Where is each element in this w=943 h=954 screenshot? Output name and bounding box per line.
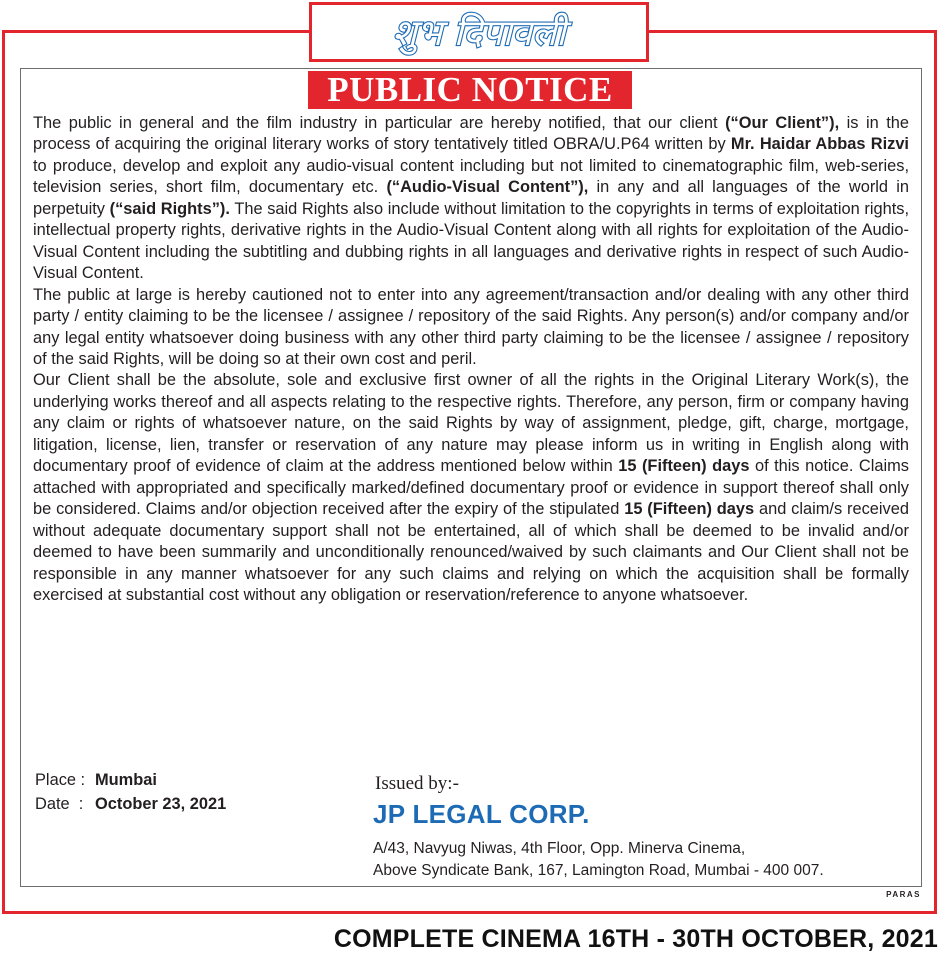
firm-address (373, 838, 824, 882)
place-date-block (35, 768, 226, 816)
text-run: The public at large is hereby cautioned not to enter into any agreement/transaction and/or dealing with any other third party / entity claiming to be the licensee / assignee / repository of the said Rights. Any person(s) and/or company and/or any legal entity whatsoever doing business with any other third party claiming to be the licensee / assignee / repository of the said Rights, will be doing so at their own cost and peril. (33, 285, 909, 368)
notice-paragraph-3 (33, 370, 909, 606)
date-value: October 23, 2021 (95, 795, 227, 813)
text-run: of this notice. Claims attached with appropriated and specifically marked/defined documentary proof or evidence in support thereof shall only be considered. Claims and/or objection received after the expiry of the stipulated (33, 457, 909, 519)
notice-paragraph-1 (33, 113, 909, 285)
text-run: in any and all languages of the world in perpetuity (33, 178, 909, 218)
place-label: Place : (35, 771, 86, 789)
publication-footer: COMPLETE CINEMA 16TH - 30TH OCTOBER, 2021 (333, 925, 938, 953)
notice-title: PUBLIC NOTICE (308, 71, 632, 109)
text-run: to produce, develop and exploit any audio-visual content including but not limited to cinematographic film, web-series, television series, short film, documentary etc. (33, 156, 909, 197)
diwali-greeting-logo (314, 5, 644, 59)
designer-credit: PARAS (886, 890, 921, 899)
bold-text-run: 15 (Fifteen) days (624, 500, 755, 519)
bold-text-run: (“Audio-Visual Content”), (386, 178, 589, 197)
text-run: The said Rights also include without limitation to the copyrights in terms of exploitation rights, intellectual property rights, derivative rights in the Audio-Visual Content along with all rights for exploitation of the Audio-Visual Content including the subtitling and dubbing rights in all languages and derivative rights in respect of such Audio-Visual Content. (33, 199, 909, 283)
address-line-2: Above Syndicate Bank, 167, Lamington Road, Mumbai - 400 007. (373, 862, 824, 879)
place-value: Mumbai (95, 771, 157, 789)
bold-text-run: (“said Rights”). (109, 199, 230, 218)
place-row (35, 768, 226, 792)
date-label: Date : (35, 795, 84, 813)
diwali-greeting-box (309, 2, 649, 62)
notice-paragraph-2 (33, 285, 909, 371)
text-run: and claim/s received without adequate documentary support shall not be entertained, all of which shall be deemed to be invalid and/or deemed to have been summarily and unconditionally renounced/waived by such claimants and Our Client shall not be responsible in any manner whatsoever for any such claims and relying on which the acquisition shall be formally exercised at substantial cost without any obligation or reservation/reference to anyone whatsoever. (33, 500, 909, 604)
notice-body (33, 113, 909, 606)
issued-by-label: Issued by:- (375, 773, 459, 794)
text-run: Our Client shall be the absolute, sole and exclusive first owner of all the rights in the Original Literary Work(s), the underlying works thereof and all aspects relating to the respective rights. Therefore, any person, firm or company having any claim or rights of whatsoever nature, on the said Rights by way of assignment, pledge, gift, charge, mortgage, litigation, license, lien, transfer or reservation of any nature may please inform us in writing in English along with documentary proof of evidence of claim at the address mentioned below within (33, 371, 909, 476)
address-line-1: A/43, Navyug Niwas, 4th Floor, Opp. Minerva Cinema, (373, 840, 746, 857)
text-run: is in the process of acquiring the original literary works of story tentatively titled OBRA/U.P64 written by (33, 114, 909, 154)
firm-name: JP LEGAL CORP. (373, 799, 590, 829)
date-row (35, 792, 226, 816)
greeting-text: शुभ दिपावली (392, 13, 566, 54)
text-run: The public in general and the film industry in particular are hereby notified, that our client (33, 114, 726, 132)
bold-text-run: (“Our Client”), (725, 114, 840, 132)
bold-text-run: 15 (Fifteen) days (618, 457, 750, 476)
bold-text-run: Mr. Haidar Abbas Rizvi (730, 135, 909, 154)
